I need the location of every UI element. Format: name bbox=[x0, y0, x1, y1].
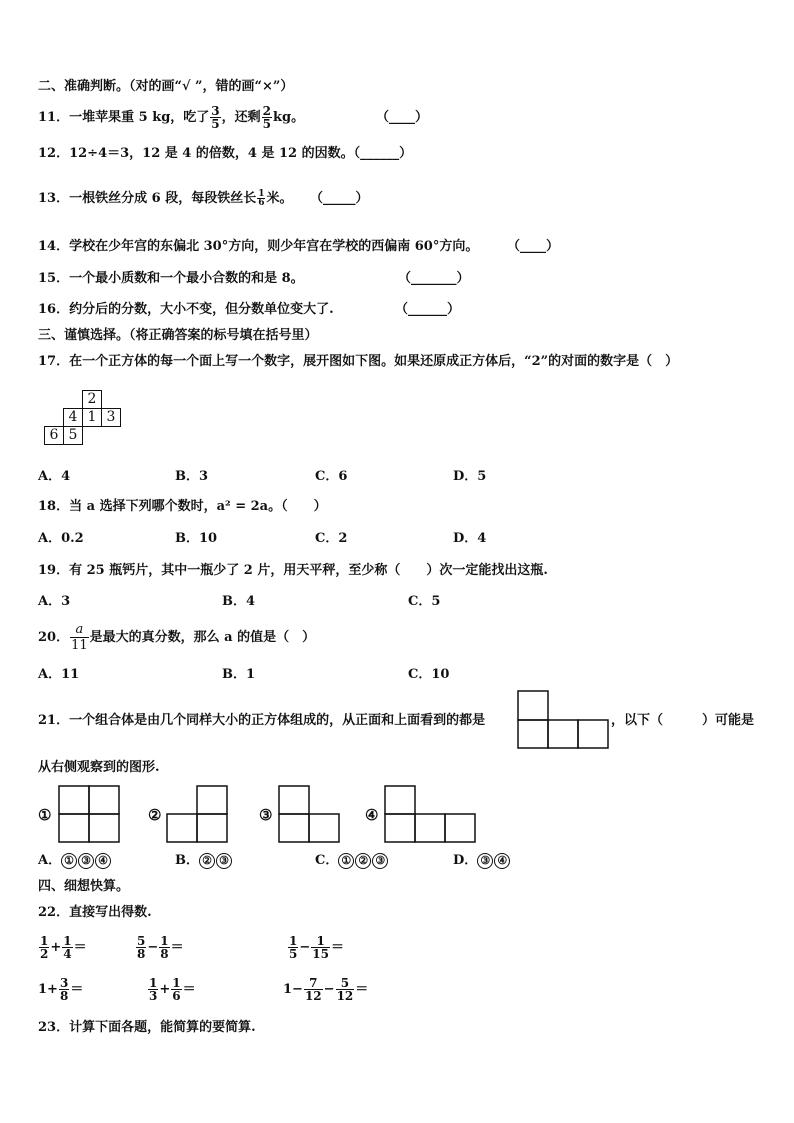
question-12: 12．12÷4＝3，12 是 4 的倍数，4 是 12 的因数。（______） bbox=[38, 146, 413, 161]
q18-option-d[interactable]: D．4 bbox=[453, 531, 487, 546]
section-heading-judgement: 二、准确判断。（对的画“√ ”，错的画“×”） bbox=[38, 79, 294, 94]
q20-option-b[interactable]: B．1 bbox=[222, 667, 256, 682]
q13-text-post: 米。 bbox=[266, 191, 293, 206]
net-cell-6: 6 bbox=[44, 426, 64, 445]
q22-expression-4: 1+ $\frac{3}{8}$ ＝ bbox=[38, 976, 84, 1003]
q11-fraction-eaten: $\frac{3}{5}$ bbox=[211, 104, 220, 131]
q21-option-d[interactable]: D． ③ ④ bbox=[453, 852, 511, 870]
q17-option-c[interactable]: C．6 bbox=[315, 469, 348, 484]
question-13 bbox=[38, 186, 292, 212]
question-14: 14．学校在少年宫的东偏北 30°方向，则少年宫在学校的西偏南 60°方向。 bbox=[38, 239, 479, 254]
net-cell-3: 3 bbox=[101, 408, 121, 427]
section-heading-choice: 三、谨慎选择。（将正确答案的标号填在括号里） bbox=[38, 328, 318, 343]
question-22: 22．直接写出得数. bbox=[38, 905, 152, 920]
section-heading-calculation: 四、细想快算。 bbox=[38, 879, 130, 894]
q21-figure-label-4: ④ bbox=[365, 806, 379, 824]
q17-option-b[interactable]: B．3 bbox=[175, 469, 209, 484]
q19-option-a[interactable]: A．3 bbox=[38, 594, 71, 609]
question-23: 23．计算下面各题，能简算的要简算. bbox=[38, 1020, 256, 1035]
q17-option-a[interactable]: A．4 bbox=[38, 469, 71, 484]
question-21-part-a: 21．一个组合体是由几个同样大小的正方体组成的，从正面和上面看到的都是 bbox=[38, 713, 486, 728]
q13-answer-blank[interactable]: （_____） bbox=[310, 191, 369, 206]
question-15: 15．一个最小质数和一个最小合数的和是 8。 bbox=[38, 271, 304, 286]
q11-answer-blank[interactable]: （____） bbox=[376, 110, 429, 125]
q13-text-pre: 13．一根铁丝分成 6 段，每段铁丝长 bbox=[38, 191, 257, 206]
q21-option-b[interactable]: B． ② ③ bbox=[175, 852, 233, 870]
net-cell-2: 2 bbox=[82, 390, 102, 409]
q22-expression-2: $\frac{5}{8}$ − $\frac{1}{8}$ ＝ bbox=[137, 934, 184, 961]
q20-fraction: $\frac{a}{11}$ bbox=[71, 622, 88, 653]
q21-figure-2[interactable] bbox=[166, 785, 228, 843]
q19-option-b[interactable]: B．4 bbox=[222, 594, 256, 609]
q22-expression-5: $\frac{1}{3}$ + $\frac{1}{6}$ ＝ bbox=[149, 976, 196, 1003]
q13-fraction: $\frac{1}{6}$ bbox=[258, 189, 265, 208]
q20-number: 20． bbox=[38, 630, 70, 645]
q18-option-a[interactable]: A．0.2 bbox=[38, 531, 84, 546]
q11-text-post: kg。 bbox=[273, 110, 305, 125]
q20-text: 是最大的真分数，那么 a 的值是（ ） bbox=[89, 630, 316, 645]
question-20 bbox=[38, 622, 315, 653]
q22-expression-3: $\frac{1}{5}$ − $\frac{1}{15}$ ＝ bbox=[289, 934, 344, 961]
question-17: 17．在一个正方体的每一个面上写一个数字，展开图如下图。如果还原成正方体后，“2”的对面的数字是（ ） bbox=[38, 354, 679, 369]
q21-figure-3[interactable] bbox=[278, 785, 340, 843]
net-cell-1: 1 bbox=[82, 408, 102, 427]
q18-option-b[interactable]: B．10 bbox=[175, 531, 218, 546]
net-cell-5: 5 bbox=[63, 426, 83, 445]
question-21-part-c: 从右侧观察到的图形. bbox=[38, 760, 160, 775]
q21-option-a[interactable]: A． ① ③ ④ bbox=[38, 852, 112, 870]
question-21-part-b: ，以下（ ）可能是 bbox=[611, 713, 755, 728]
question-16: 16．约分后的分数，大小不变，但分数单位变大了. bbox=[38, 302, 334, 317]
q15-answer-blank[interactable]: （_______） bbox=[398, 271, 470, 286]
question-19: 19．有 25 瓶钙片，其中一瓶少了 2 片，用天平秤，至少称（ ）次一定能找出这瓶. bbox=[38, 563, 548, 578]
q22-expression-1: $\frac{1}{2}$ + $\frac{1}{4}$ ＝ bbox=[40, 934, 87, 961]
q11-text-mid: ，还剩 bbox=[221, 110, 261, 125]
q21-figure-1[interactable] bbox=[58, 785, 120, 843]
q19-option-c[interactable]: C．5 bbox=[408, 594, 441, 609]
q14-answer-blank[interactable]: （____） bbox=[507, 239, 560, 254]
q21-option-c[interactable]: C． ① ② ③ bbox=[315, 852, 389, 870]
net-cell-4: 4 bbox=[63, 408, 83, 427]
question-11 bbox=[38, 105, 304, 131]
q11-fraction-left: $\frac{2}{5}$ bbox=[262, 104, 272, 131]
q16-answer-blank[interactable]: （______） bbox=[395, 302, 461, 317]
q20-option-c[interactable]: C．10 bbox=[408, 667, 450, 682]
q20-option-a[interactable]: A．11 bbox=[38, 667, 80, 682]
q21-front-top-view-figure bbox=[517, 690, 609, 750]
q17-option-d[interactable]: D．5 bbox=[453, 469, 487, 484]
q11-text-pre: 11．一堆苹果重 5 kg，吃了 bbox=[38, 110, 210, 125]
q21-figure-label-3: ③ bbox=[259, 806, 273, 824]
q22-expression-6: 1− $\frac{7}{12}$ − $\frac{5}{12}$ ＝ bbox=[283, 976, 369, 1003]
question-18: 18．当 a 选择下列哪个数时，a² = 2a。（ ） bbox=[38, 499, 327, 514]
q21-figure-label-2: ② bbox=[148, 806, 162, 824]
q21-figure-4[interactable] bbox=[384, 785, 476, 843]
q21-figure-label-1: ① bbox=[38, 806, 52, 824]
q18-option-c[interactable]: C．2 bbox=[315, 531, 348, 546]
